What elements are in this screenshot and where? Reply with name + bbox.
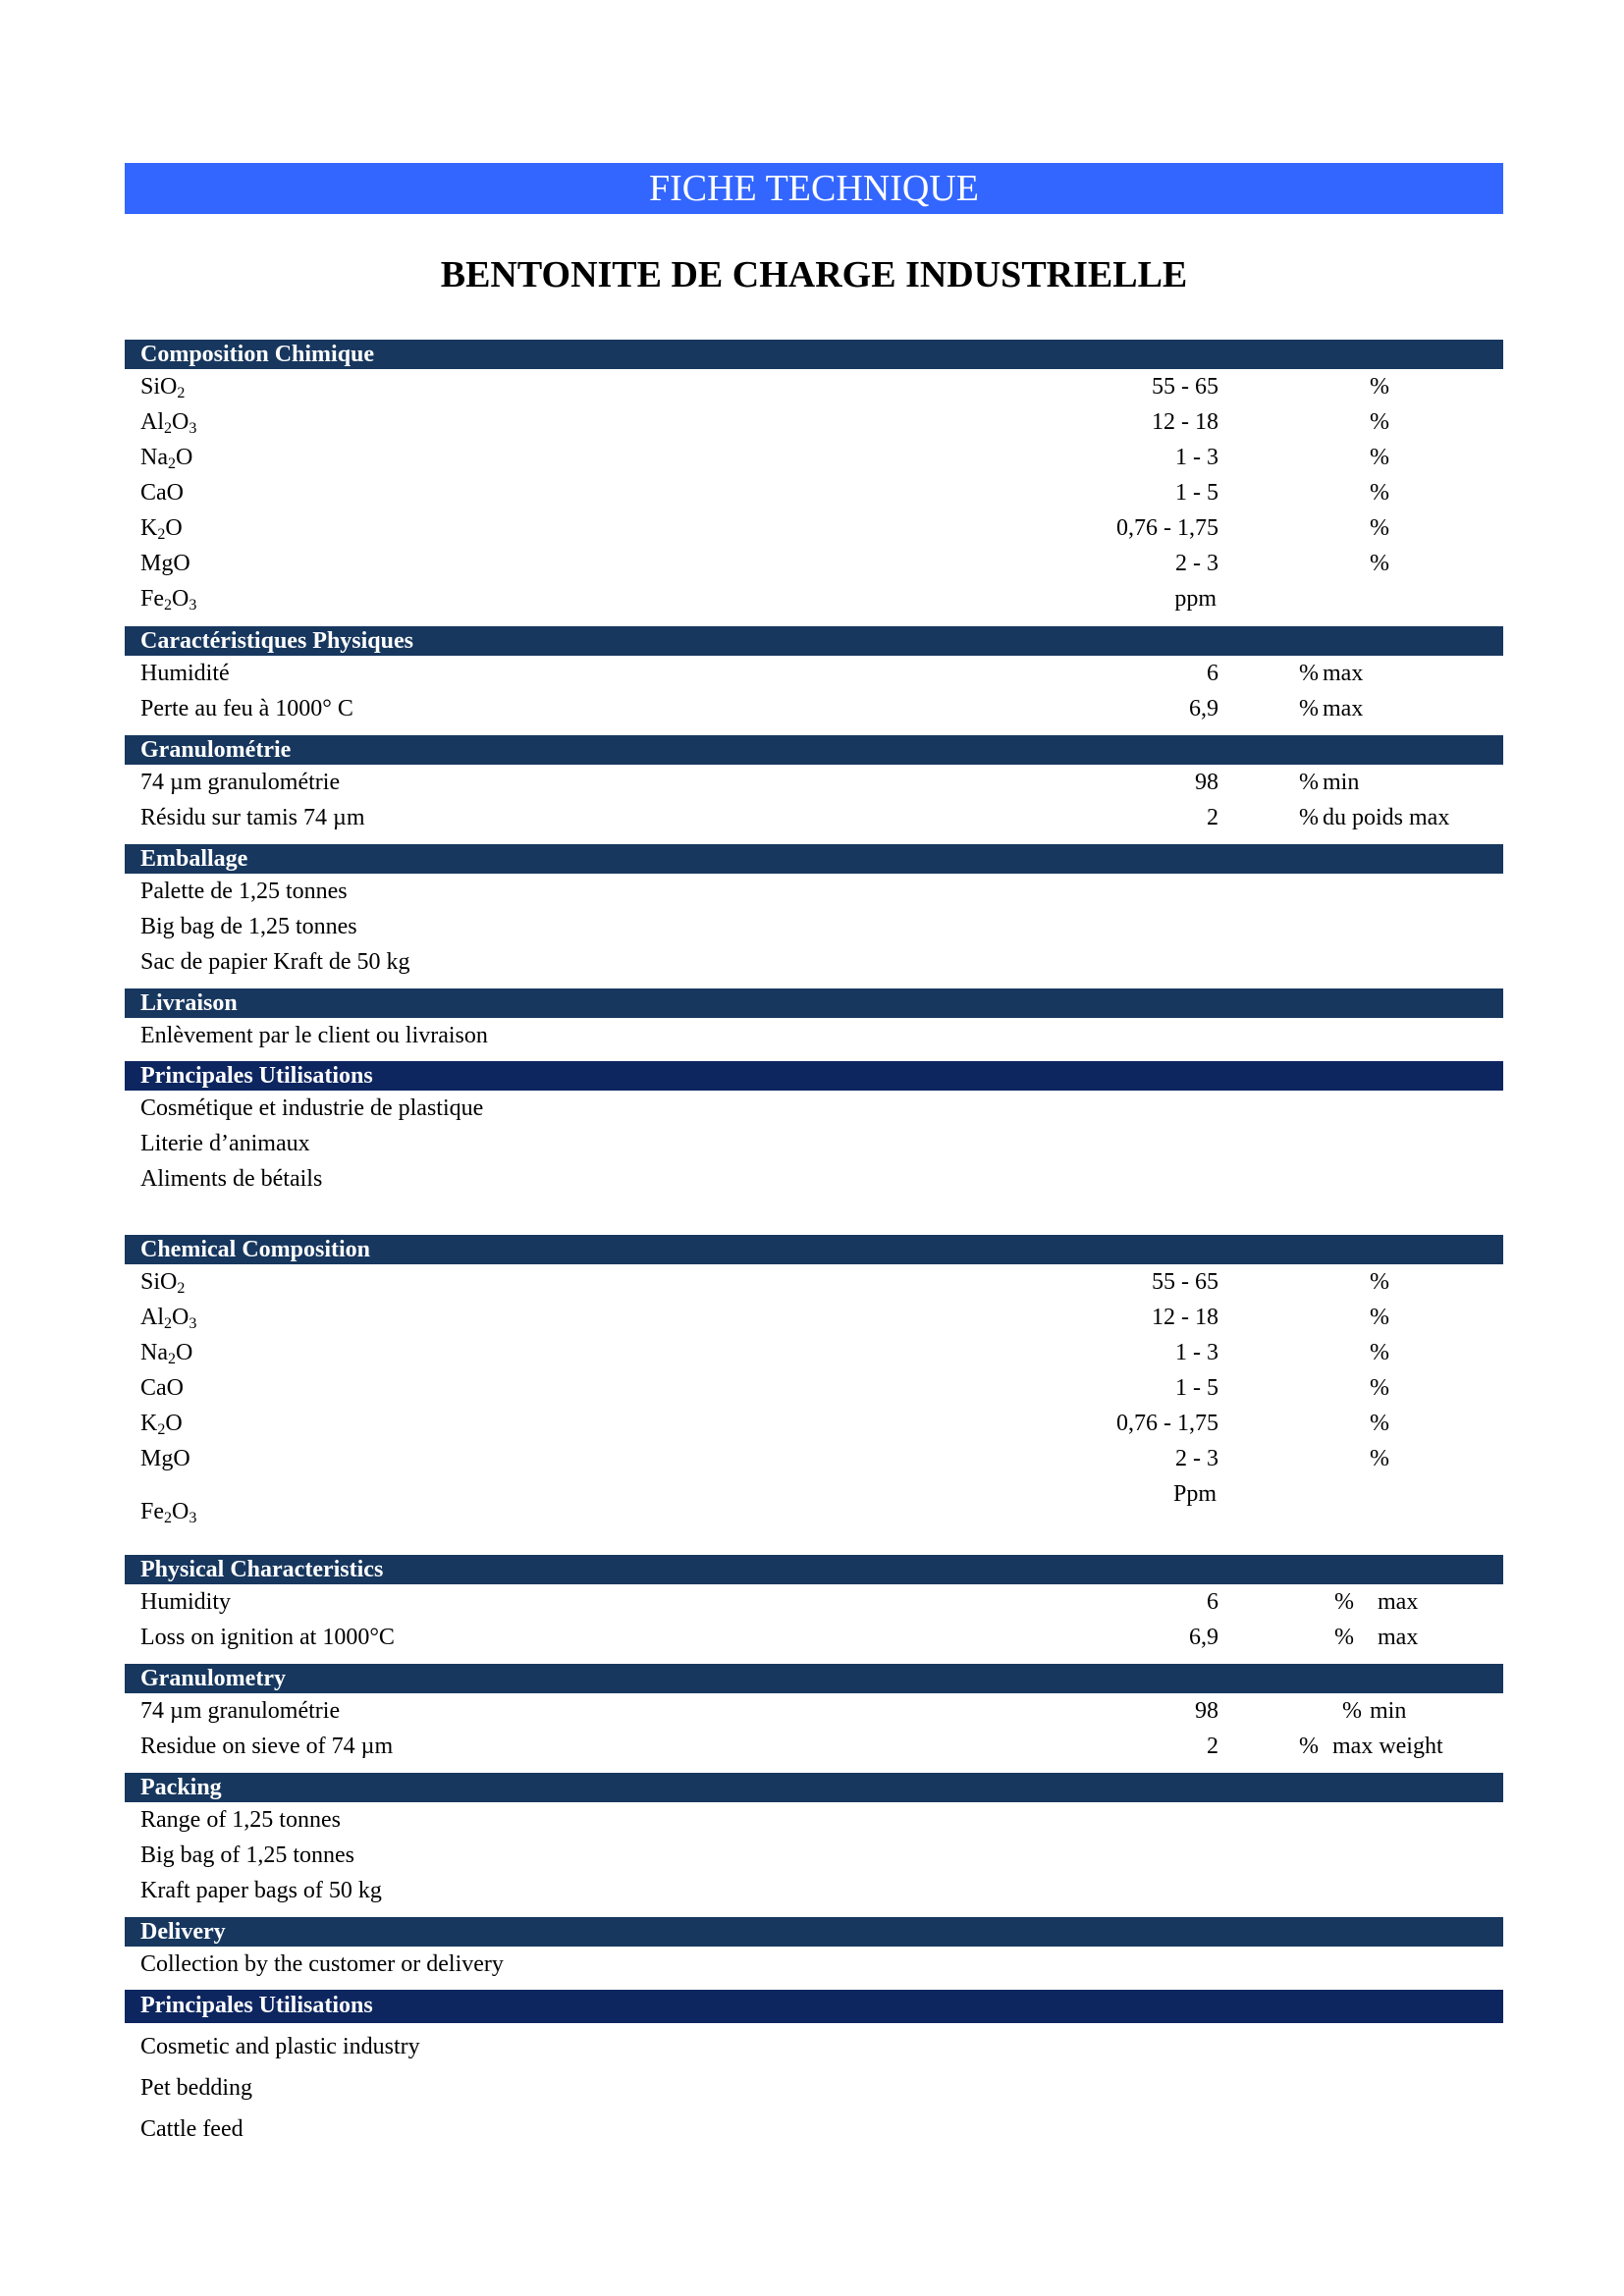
value: 2 <box>1207 1734 1218 1759</box>
section-packing <box>125 1773 1503 1908</box>
row-fe2o3 <box>125 581 1503 616</box>
row-humidity <box>125 1584 1503 1620</box>
label: MgO <box>140 1446 190 1471</box>
list-item <box>125 1873 1503 1908</box>
label: Résidu sur tamis 74 µm <box>140 805 365 830</box>
label: Big bag de 1,25 tonnes <box>140 914 357 939</box>
list-item <box>125 1802 1503 1838</box>
section-heading: Granulométrie <box>125 735 1503 765</box>
list-item <box>125 1018 1503 1053</box>
value: 6 <box>1207 1589 1218 1615</box>
value: 55 - 65 <box>1152 374 1218 400</box>
row-al2o3 <box>125 404 1503 440</box>
formula-k2o: $K_2O$ <box>140 515 183 543</box>
unit: % <box>1370 1269 1389 1295</box>
banner: FICHE TECHNIQUE <box>125 163 1503 214</box>
unit: % <box>1370 1375 1389 1401</box>
list-item <box>125 944 1503 980</box>
formula-sio2: SiO$_2$ <box>140 1269 186 1297</box>
unit-qualifier: max <box>1323 661 1364 686</box>
unit: % <box>1299 805 1319 830</box>
formula-na2o: $Na_2O$ <box>140 1340 193 1367</box>
row-na2o <box>125 440 1503 475</box>
unit: % <box>1370 1446 1389 1471</box>
unit: % <box>1370 480 1389 506</box>
label: Literie d’animaux <box>140 1131 310 1156</box>
value: 12 - 18 <box>1152 1305 1218 1330</box>
unit: % <box>1299 770 1319 795</box>
row-fe2o3 <box>125 1476 1503 1527</box>
row-loss-on-ignition <box>125 1620 1503 1655</box>
section-heading: Caractéristiques Physiques <box>125 626 1503 656</box>
row-residue <box>125 1729 1503 1764</box>
section-granulometry <box>125 1664 1503 1764</box>
section-heading: Principales Utilisations <box>125 1990 1503 2023</box>
unit: % <box>1334 1625 1354 1650</box>
label: Cattle feed <box>140 2116 244 2142</box>
value: 2 - 3 <box>1175 1446 1218 1471</box>
list-item <box>125 2064 1503 2106</box>
section-heading: Principales Utilisations <box>125 1061 1503 1091</box>
unit-qualifier: max weight <box>1332 1734 1443 1759</box>
row-k2o <box>125 1406 1503 1441</box>
label: Collection by the customer or delivery <box>140 1951 504 1977</box>
unit: % <box>1342 1698 1362 1724</box>
unit: % <box>1370 409 1389 435</box>
row-granulometry <box>125 1693 1503 1729</box>
formula-fe2o3: $Fe_2O_3$ <box>140 586 197 614</box>
label: 74 µm granulométrie <box>140 1698 341 1724</box>
row-sio2 <box>125 1264 1503 1300</box>
value: 98 <box>1195 770 1218 795</box>
value: 1 - 3 <box>1175 1340 1218 1365</box>
section-heading: Delivery <box>125 1917 1503 1947</box>
list-item <box>125 2023 1503 2064</box>
value: 98 <box>1195 1698 1218 1724</box>
value: 6 <box>1207 661 1218 686</box>
label: Cosmetic and plastic industry <box>140 2034 420 2059</box>
row-humidite <box>125 656 1503 691</box>
unit-qualifier: min <box>1370 1698 1407 1724</box>
unit: % <box>1299 1734 1319 1759</box>
section-emballage <box>125 844 1503 980</box>
formula-fe2o3: $Fe_2O_3$ <box>140 1499 197 1526</box>
unit: % <box>1370 374 1389 400</box>
label: Range of 1,25 tonnes <box>140 1807 341 1833</box>
row-residu <box>125 800 1503 835</box>
label: Cosmétique et industrie de plastique <box>140 1095 484 1121</box>
list-item <box>125 1838 1503 1873</box>
row-cao <box>125 1370 1503 1406</box>
unit: % <box>1299 696 1319 721</box>
label: Big bag of 1,25 tonnes <box>140 1842 354 1868</box>
section-heading: Physical Characteristics <box>125 1555 1503 1584</box>
row-granulometrie <box>125 765 1503 800</box>
list-item <box>125 1091 1503 1126</box>
section-caracteristiques-physiques <box>125 626 1503 726</box>
unit: % <box>1370 551 1389 576</box>
label: Kraft paper bags of 50 kg <box>140 1878 382 1903</box>
list-item <box>125 874 1503 909</box>
row-na2o <box>125 1335 1503 1370</box>
section-chemical-composition <box>125 1235 1503 1527</box>
label: CaO <box>140 480 184 506</box>
value: 1 - 3 <box>1175 445 1218 470</box>
unit: % <box>1334 1589 1354 1615</box>
label: Pet bedding <box>140 2075 252 2101</box>
value: 6,9 <box>1189 1625 1218 1650</box>
section-heading: Packing <box>125 1773 1503 1802</box>
section-heading: Composition Chimique <box>125 340 1503 369</box>
unit-qualifier: max <box>1378 1589 1419 1615</box>
label: MgO <box>140 551 190 576</box>
label: Enlèvement par le client ou livraison <box>140 1023 488 1048</box>
label: Humidité <box>140 661 230 686</box>
row-mgo <box>125 1441 1503 1476</box>
row-cao <box>125 475 1503 510</box>
section-principales-utilisations <box>125 1061 1503 1197</box>
list-item <box>125 2106 1503 2147</box>
section-granulometrie <box>125 735 1503 835</box>
formula-al2o3: $Al_2O_3$ <box>140 1305 197 1332</box>
section-heading: Chemical Composition <box>125 1235 1503 1264</box>
section-physical-characteristics <box>125 1555 1503 1655</box>
document-title: BENTONITE DE CHARGE INDUSTRIELLE <box>440 254 1188 295</box>
unit: % <box>1370 1340 1389 1365</box>
unit: % <box>1370 445 1389 470</box>
row-al2o3 <box>125 1300 1503 1335</box>
unit-qualifier: min <box>1323 770 1360 795</box>
value: 2 <box>1207 805 1218 830</box>
unit: % <box>1370 1305 1389 1330</box>
value: Ppm <box>1172 1481 1217 1507</box>
section-livraison <box>125 988 1503 1053</box>
value: 6,9 <box>1189 696 1218 721</box>
label: Sac de papier Kraft de 50 kg <box>140 949 410 975</box>
label: 74 µm granulométrie <box>140 770 341 795</box>
label: CaO <box>140 1375 184 1401</box>
formula-k2o: $K_2O$ <box>140 1411 183 1438</box>
unit-qualifier: max <box>1323 696 1364 721</box>
section-heading: Granulometry <box>125 1664 1503 1693</box>
unit: % <box>1370 515 1389 541</box>
row-perte-au-feu <box>125 691 1503 726</box>
formula-al2o3: $Al_2O_3$ <box>140 409 197 437</box>
value: 12 - 18 <box>1152 409 1218 435</box>
label: Residue on sieve of 74 µm <box>140 1734 394 1759</box>
value: 2 - 3 <box>1175 551 1218 576</box>
value: 0,76 - 1,75 <box>1116 515 1218 541</box>
section-composition-chimique <box>125 340 1503 616</box>
value: 1 - 5 <box>1175 480 1218 506</box>
section-principales-utilisations-en <box>125 1990 1503 2147</box>
unit-qualifier: max <box>1378 1625 1419 1650</box>
list-item <box>125 1161 1503 1197</box>
section-heading: Emballage <box>125 844 1503 874</box>
row-sio2 <box>125 369 1503 404</box>
label: Aliments de bétails <box>140 1166 323 1192</box>
unit-qualifier: du poids max <box>1323 805 1450 830</box>
label: Palette de 1,25 tonnes <box>140 879 348 904</box>
label: Perte au feu à 1000° C <box>140 696 353 721</box>
list-item <box>125 1947 1503 1982</box>
value: ppm <box>1174 586 1217 612</box>
value: 1 - 5 <box>1175 1375 1218 1401</box>
value: 0,76 - 1,75 <box>1116 1411 1218 1436</box>
list-item <box>125 1126 1503 1161</box>
formula-sio2: SiO$_2$ <box>140 374 186 401</box>
row-mgo <box>125 546 1503 581</box>
value: 55 - 65 <box>1152 1269 1218 1295</box>
list-item <box>125 909 1503 944</box>
section-delivery <box>125 1917 1503 1982</box>
section-heading: Livraison <box>125 988 1503 1018</box>
label: Humidity <box>140 1589 232 1615</box>
label: Loss on ignition at 1000°C <box>140 1625 395 1650</box>
formula-na2o: $Na_2O$ <box>140 445 193 472</box>
unit: % <box>1370 1411 1389 1436</box>
unit: % <box>1299 661 1319 686</box>
row-k2o <box>125 510 1503 546</box>
